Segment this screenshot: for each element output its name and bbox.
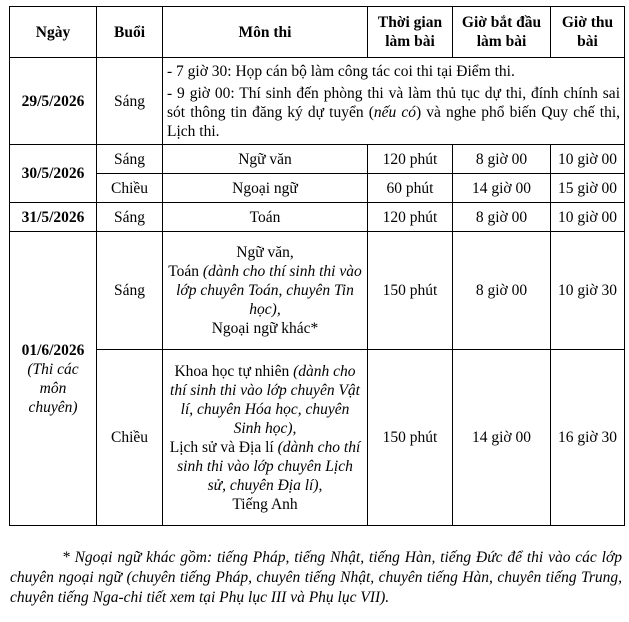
duration-cell: 120 phút: [368, 203, 453, 232]
header-duration: Thời gian làm bài: [368, 7, 453, 58]
procedure-italic-text: nếu có: [373, 103, 416, 121]
duration-cell: 60 phút: [368, 174, 453, 203]
duration-cell: 150 phút: [368, 232, 453, 350]
session-cell: Sáng: [97, 58, 163, 145]
start-time-cell: 14 giờ 00: [453, 350, 551, 526]
table-row: [10, 145, 625, 174]
date-note: (Thi các môn chuyên): [27, 360, 79, 416]
subject-group: [167, 362, 363, 438]
header-date: Ngày: [10, 7, 97, 58]
procedure-cell: [163, 58, 625, 145]
end-time-cell: 10 giờ 00: [551, 203, 625, 232]
duration-cell: 150 phút: [368, 350, 453, 526]
start-time-cell: 8 giờ 00: [453, 232, 551, 350]
header-row: [10, 7, 625, 58]
subject-name: Ngữ văn,: [236, 244, 294, 261]
session-cell: Sáng: [97, 232, 163, 350]
header-start-time: Giờ bắt đầu làm bài: [453, 7, 551, 58]
subject-name: Ngoại ngữ khác*: [211, 320, 319, 337]
table-row: [10, 174, 625, 203]
header-end-time: Giờ thu bài: [551, 7, 625, 58]
start-time-cell: 8 giờ 00: [453, 203, 551, 232]
date-cell: 31/5/2026: [10, 203, 97, 232]
date-text: 01/6/2026: [21, 341, 85, 359]
end-time-cell: 10 giờ 00: [551, 145, 625, 174]
start-time-cell: 14 giờ 00: [453, 174, 551, 203]
subject-cell: Ngữ văn: [163, 145, 368, 174]
subject-note: (dành cho thí sinh thi vào lớp chuyên Toán, chuyên Tin học),: [176, 263, 362, 318]
procedure-text: ) và nghe phổ biến Quy chế thi, Lịch thi.: [167, 103, 620, 140]
table-row: [10, 350, 625, 526]
subject-group: [167, 262, 363, 319]
table-row: [10, 203, 625, 232]
subject-cell: [163, 232, 368, 350]
date-cell: 30/5/2026: [10, 145, 97, 203]
date-cell: [10, 232, 97, 526]
session-cell: Chiều: [97, 174, 163, 203]
session-cell: Sáng: [97, 145, 163, 174]
exam-schedule-table: [9, 6, 625, 526]
procedure-item: [167, 84, 620, 141]
session-cell: Sáng: [97, 203, 163, 232]
subject-name: Tiếng Anh: [232, 495, 298, 513]
subject-note: (dành cho thí sinh thi vào lớp chuyên Lịch sử, chuyên Địa lí),: [177, 438, 361, 494]
start-time-cell: 8 giờ 00: [453, 145, 551, 174]
procedure-text: - 9 giờ 00: Thí sinh đến phòng thi và làm thủ tục dự thi, đính chính sai sót thông tin đăng ký dự tuyển (: [167, 84, 620, 121]
date-cell: 29/5/2026: [10, 58, 97, 145]
subject-name: Lịch sử và Địa lí: [169, 438, 274, 456]
header-session: Buổi: [97, 7, 163, 58]
subject-cell: Ngoại ngữ: [163, 174, 368, 203]
footnote: * Ngoại ngữ khác gồm: tiếng Pháp, tiếng Nhật, tiếng Hàn, tiếng Đức để thi vào các lớp chuyên ngoại ngữ (chuyên tiếng Pháp, chuyên tiếng Nhật, chuyên tiếng Hàn, chuyên tiếng Trung, chuyên tiếng Nga-chi tiết xem tại Phụ lục III và Phụ lục VII).: [10, 548, 622, 606]
end-time-cell: 10 giờ 30: [551, 232, 625, 350]
procedure-item: - 7 giờ 30: Họp cán bộ làm công tác coi thi tại Điểm thi.: [167, 62, 515, 80]
end-time-cell: 15 giờ 00: [551, 174, 625, 203]
subject-note: (dành cho thí sinh thi vào lớp chuyên Vật lí, chuyên Hóa học, chuyên Sinh học),: [170, 362, 360, 437]
subject-group: [167, 438, 363, 495]
duration-cell: 120 phút: [368, 145, 453, 174]
subject-name: Toán: [168, 263, 199, 280]
header-subject: Môn thi: [163, 7, 368, 58]
subject-cell: Toán: [163, 203, 368, 232]
session-cell: Chiều: [97, 350, 163, 526]
table-row: [10, 232, 625, 350]
subject-cell: [163, 350, 368, 526]
subject-name: Khoa học tự nhiên: [174, 362, 290, 380]
end-time-cell: 16 giờ 30: [551, 350, 625, 526]
table-row: [10, 58, 625, 145]
